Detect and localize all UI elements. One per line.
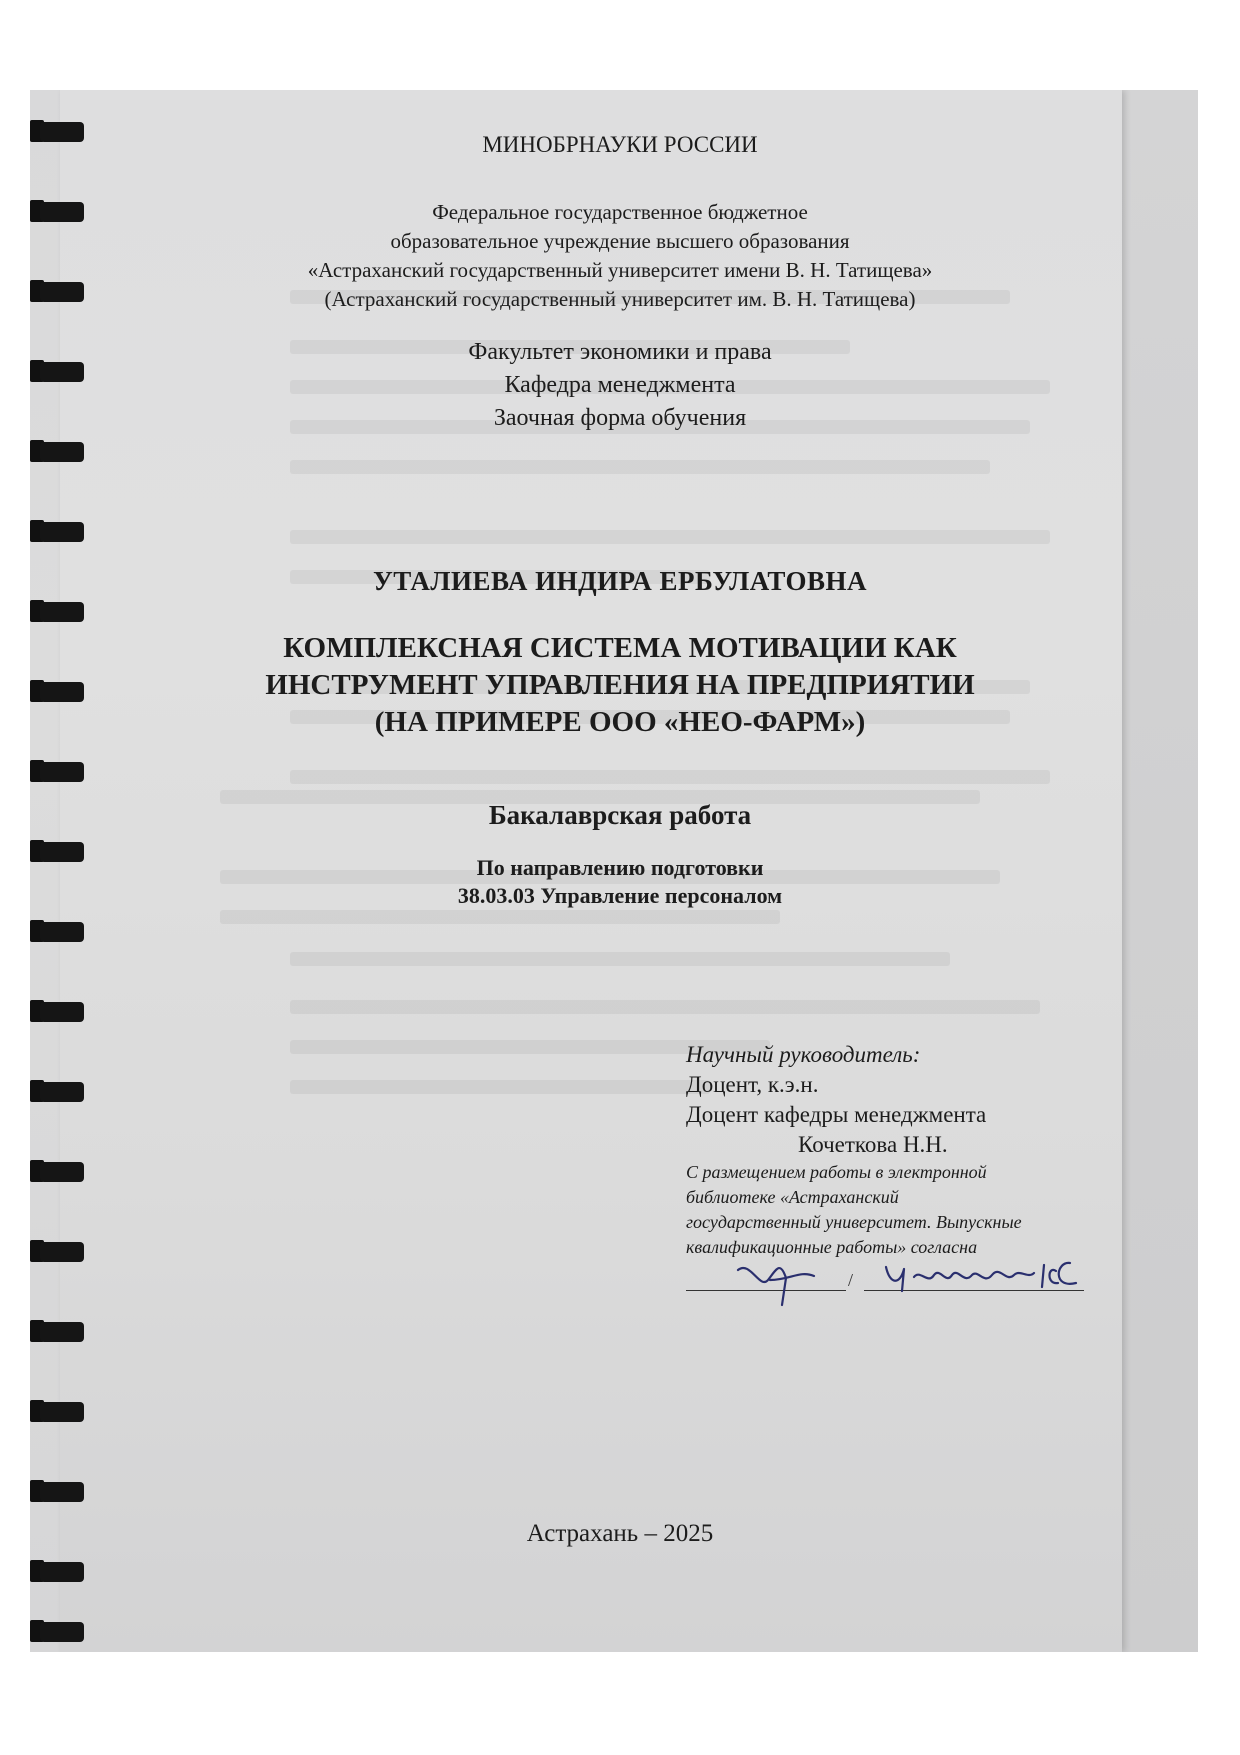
institution-line: Федеральное государственное бюджетное [432,200,808,224]
supervisor-position: Доцент кафедры менеджмента [686,1102,987,1127]
supervisor-label: Научный руководитель: [686,1042,921,1067]
institution-line: «Астраханский государственный университет имени В. Н. Татищева» [307,258,933,282]
thesis-title-line: КОМПЛЕКСНАЯ СИСТЕМА МОТИВАЦИИ КАК [283,632,957,664]
bleed-through-line [290,770,1050,784]
institution-line: образовательное учреждение высшего образования [390,229,850,253]
signature-separator: / [848,1270,854,1290]
thesis-title-line: ИНСТРУМЕНТ УПРАВЛЕНИЯ НА ПРЕДПРИЯТИИ [265,669,975,701]
bleed-through-line [290,952,950,966]
city-year: Астрахань – 2025 [526,1520,714,1547]
institution-line: (Астраханский государственный университет им. В. Н. Татищева) [324,287,916,311]
thesis-title [0,630,1240,741]
supervisor-degree: Доцент, к.э.н. [686,1072,819,1097]
bleed-through-line [290,1080,710,1094]
department-block [0,336,1240,435]
supervisor-block [686,1040,1116,1160]
study-form: Заочная форма обучения [493,405,747,431]
consent-line: квалификационные работы» согласна [686,1237,978,1257]
bleed-through-line [290,1000,1040,1014]
consent-line: С размещением работы в электронной [686,1162,987,1182]
ministry-heading: МИНОБРНАУКИ РОССИИ [482,132,758,157]
author-name: УТАЛИЕВА ИНДИРА ЕРБУЛАТОВНА [372,566,868,596]
supervisor-name: Кочеткова Н.Н. [798,1132,948,1157]
faculty-name: Факультет экономики и права [468,339,772,365]
chair-name: Кафедра менеджмента [504,372,736,398]
consent-statement [686,1160,1126,1260]
bleed-through-line [290,460,990,474]
work-type: Бакалаврская работа [488,800,752,830]
thesis-title-line: (НА ПРИМЕРЕ ООО «НЕО-ФАРМ») [374,706,866,738]
bleed-through-line [220,910,780,924]
study-direction [0,854,1240,910]
direction-label: По направлению подготовки [476,855,764,880]
signature-handwriting [730,1250,820,1310]
consent-line: библиотеке «Астраханский [686,1187,899,1207]
bleed-through-line [290,530,1050,544]
institution-block [0,198,1240,314]
signature-name-handwriting [880,1255,1120,1300]
direction-value: 38.03.03 Управление персоналом [457,883,783,908]
consent-line: государственный университет. Выпускные [686,1212,1022,1232]
